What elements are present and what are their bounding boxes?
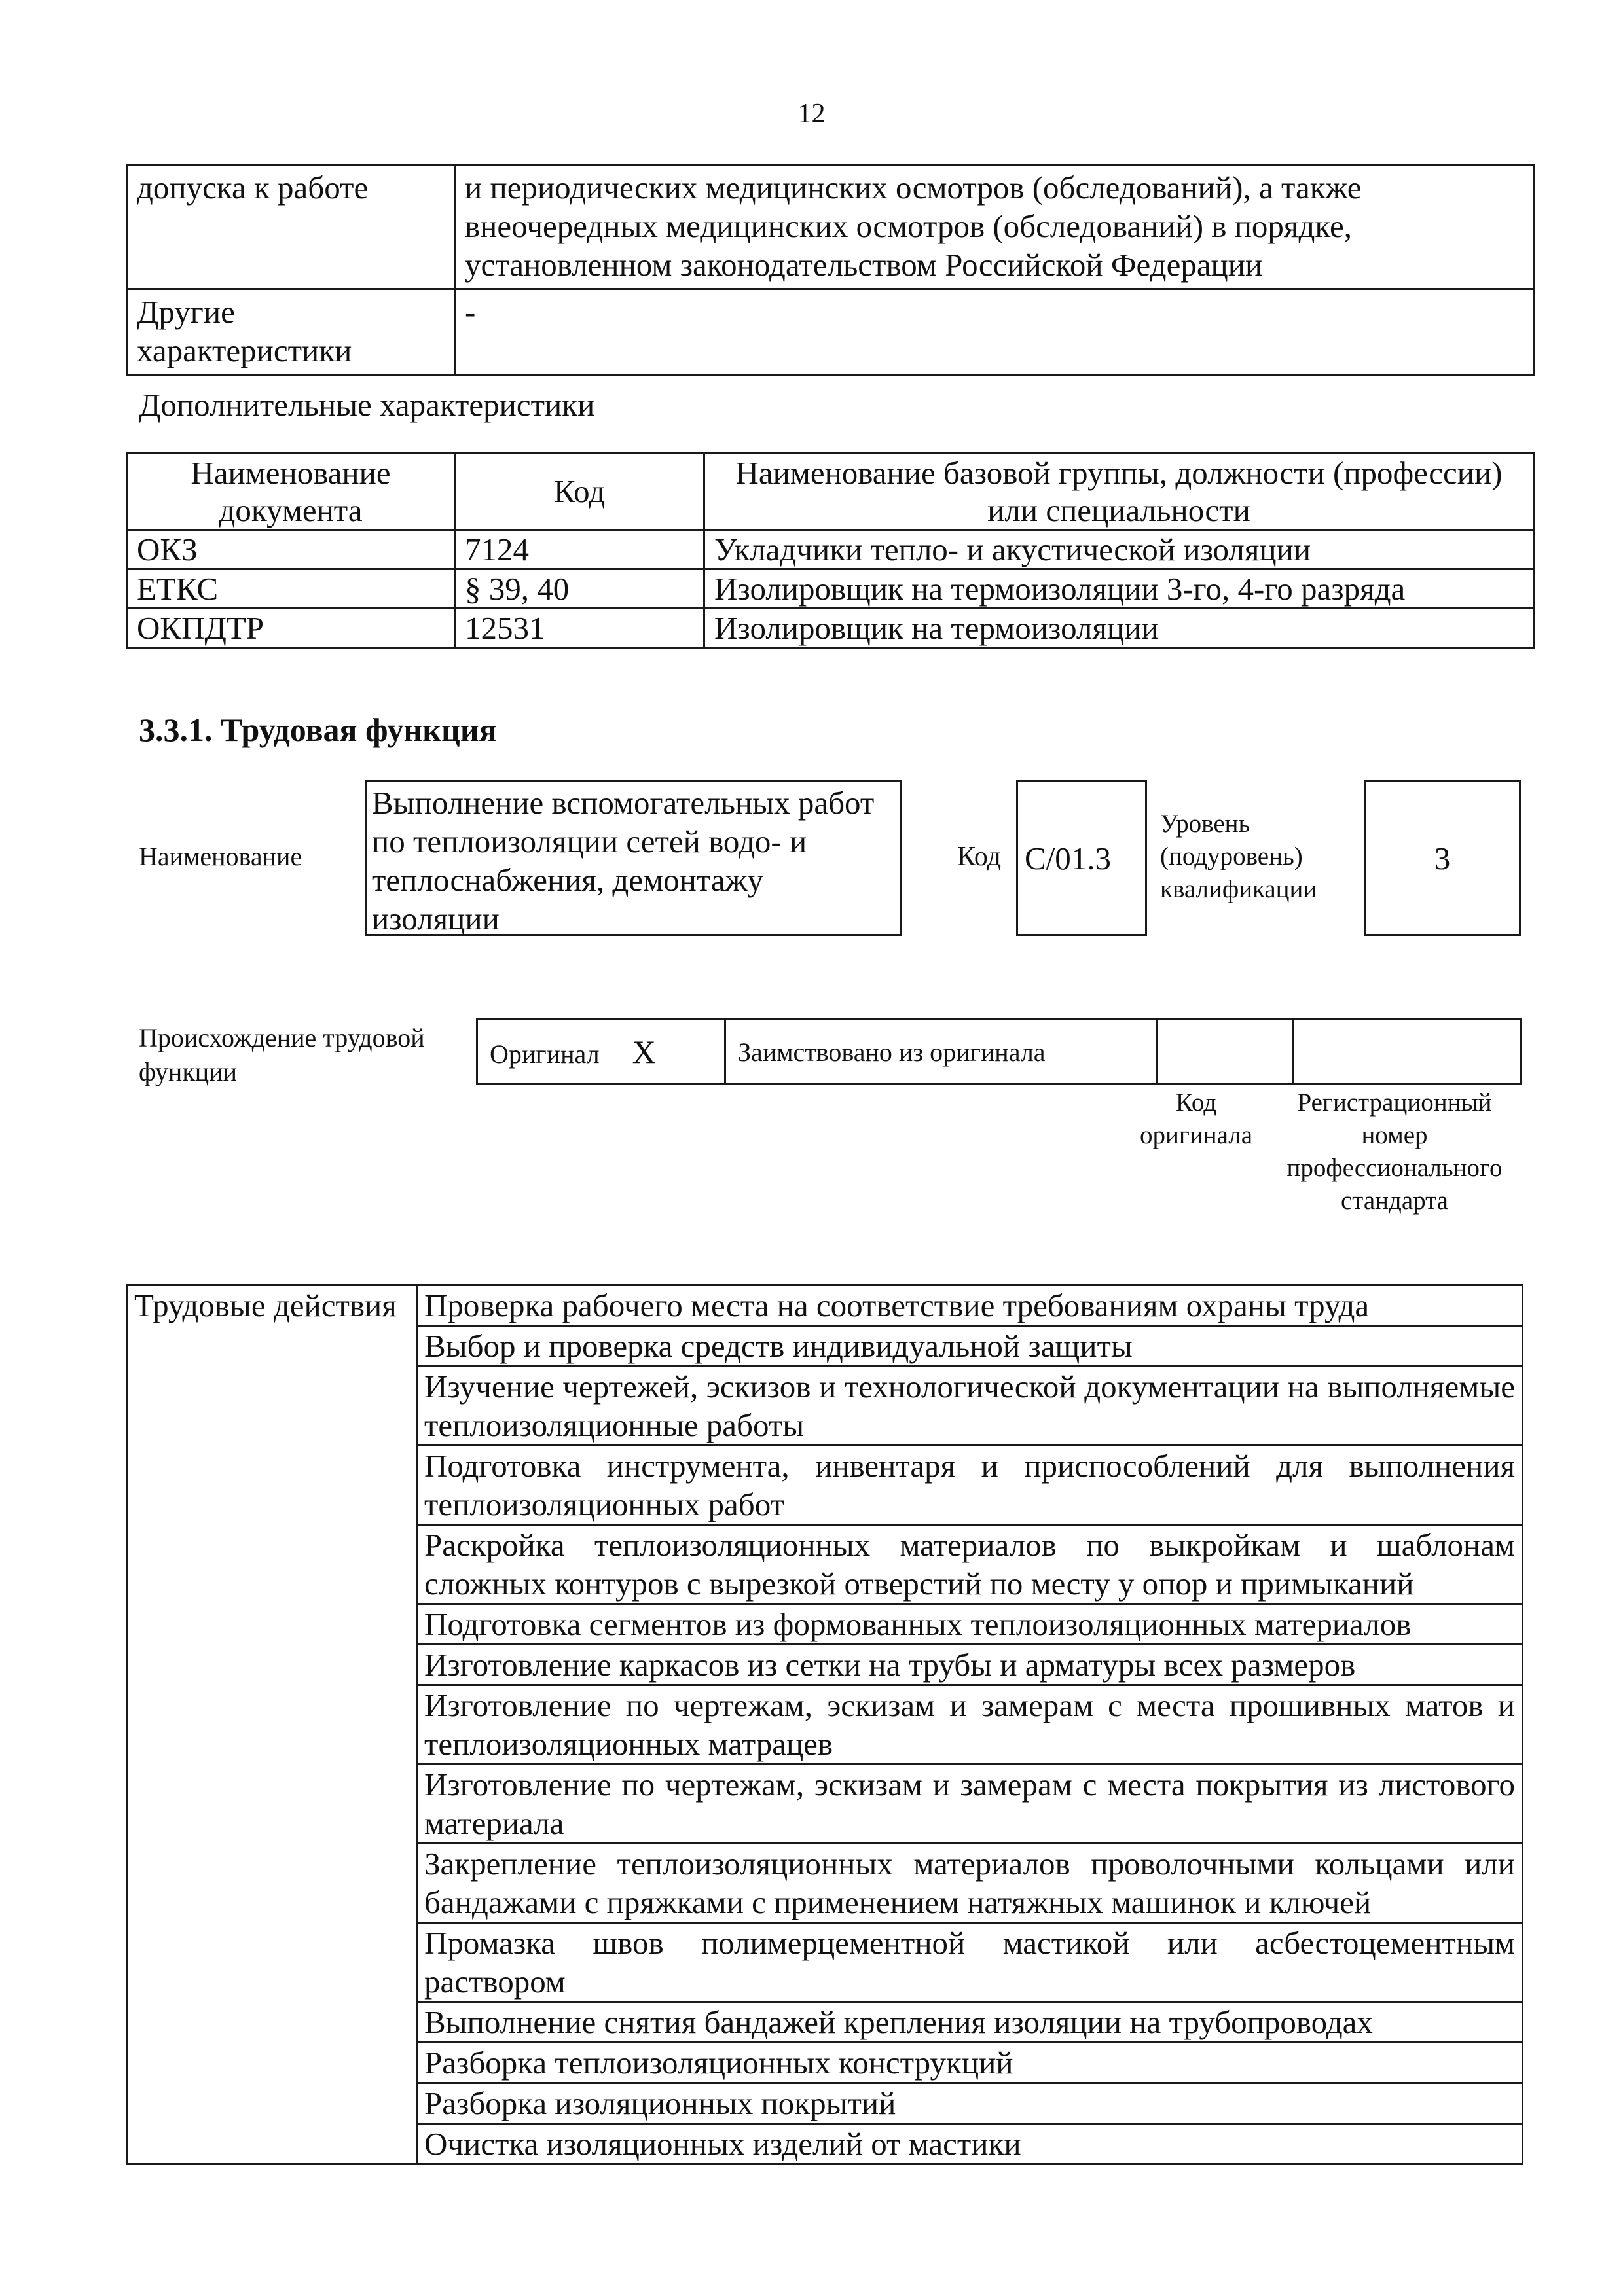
table-cell-label: допуска к работе <box>127 165 455 289</box>
function-name-box: Выполнение вспомогательных работ по теплоизоляции сетей водо- и теплоснабжения, демонтажу изоляции <box>365 780 902 936</box>
list-item: Изготовление каркасов из сетки на трубы и арматуры всех размеров <box>417 1645 1523 1685</box>
table-cell: § 39, 40 <box>455 569 704 609</box>
list-item: Разборка теплоизоляционных конструкций <box>417 2043 1523 2083</box>
list-item: Изготовление по чертежам, эскизам и замерам с места прошивных матов и теплоизоляционных матрацев <box>417 1685 1523 1765</box>
table-row <box>127 569 1534 609</box>
function-code-box: C/01.3 <box>1016 780 1147 936</box>
list-item: Выбор и проверка средств индивидуальной защиты <box>417 1326 1523 1367</box>
list-item: Раскройка теплоизоляционных материалов по выкройкам и шаблонам сложных контуров с вырезкой отверстий по месту у опор и примыканий <box>417 1525 1523 1604</box>
table-cell: Изолировщик на термоизоляции <box>704 609 1534 648</box>
table-row <box>127 289 1534 375</box>
list-item: Изготовление по чертежам, эскизам и замерам с места покрытия из листового материала <box>417 1765 1523 1844</box>
table-cell: ЕТКС <box>127 569 455 609</box>
top-characteristics-table <box>126 164 1535 376</box>
registration-number-caption: Регистрационный номер профессионального стандарта <box>1286 1088 1503 1215</box>
page-number: 12 <box>797 99 826 129</box>
list-item: Подготовка сегментов из формованных теплоизоляционных материалов <box>417 1604 1523 1645</box>
labor-actions-table <box>126 1284 1523 2165</box>
original-code-caption: Код оригинала <box>1139 1088 1253 1149</box>
table-cell: Изолировщик на термоизоляции 3-го, 4-го разряда <box>704 569 1534 609</box>
origin-original-cell <box>477 1020 725 1085</box>
table-cell: Укладчики тепло- и акустической изоляции <box>704 530 1534 569</box>
origin-table <box>476 1018 1522 1085</box>
qualification-level-label: Уровень (подуровень) квалификации <box>1160 810 1317 903</box>
list-item: Проверка рабочего места на соответствие требованиям охраны труда <box>417 1285 1523 1326</box>
table-cell-label: Другие характеристики <box>127 289 455 375</box>
table-row <box>127 1285 1523 1326</box>
origin-reg-number-cell <box>1294 1020 1522 1085</box>
table-row <box>127 530 1534 569</box>
additional-characteristics-heading: Дополнительные характеристики <box>139 387 595 423</box>
list-item: Очистка изоляционных изделий от мастики <box>417 2124 1523 2164</box>
table-row <box>127 165 1534 289</box>
list-item: Изучение чертежей, эскизов и технологической документации на выполняемые теплоизоляционные работы <box>417 1367 1523 1446</box>
origin-mark: X <box>632 1033 656 1070</box>
list-item: Промазка швов полимерцементной мастикой или асбестоцементным раствором <box>417 1923 1523 2002</box>
labor-actions-label: Трудовые действия <box>127 1285 417 2164</box>
origin-original-label: Оригинал <box>490 1039 600 1069</box>
list-item: Выполнение снятия бандажей крепления изоляции на трубопроводах <box>417 2002 1523 2043</box>
table-cell-value: и периодических медицинских осмотров (обследований), а также внеочередных медицинских осмотров (обследований) в порядке, установленном законодательством Российской Федерации <box>455 165 1534 289</box>
qualification-level-box: 3 <box>1364 780 1521 936</box>
column-header: Наименование базовой группы, должности (профессии) или специальности <box>704 453 1534 530</box>
table-cell: ОКЗ <box>127 530 455 569</box>
function-name-label: Наименование <box>139 842 302 871</box>
origin-borrowed-cell: Заимствовано из оригинала <box>725 1020 1157 1085</box>
column-header: Код <box>455 453 704 530</box>
table-header-row <box>127 453 1534 530</box>
table-row <box>477 1020 1522 1085</box>
origin-label: Происхождение трудовой функции <box>139 1023 425 1086</box>
list-item: Закрепление теплоизоляционных материалов проволочными кольцами или бандажами с пряжками с применением натяжных машинок и ключей <box>417 1844 1523 1923</box>
section-heading: 3.3.1. Трудовая функция <box>139 711 497 748</box>
column-header: Наименование документа <box>127 453 455 530</box>
additional-characteristics-table <box>126 452 1535 649</box>
table-cell: 12531 <box>455 609 704 648</box>
table-row <box>127 609 1534 648</box>
function-code-label: Код <box>957 842 1002 872</box>
table-cell: ОКПДТР <box>127 609 455 648</box>
list-item: Подготовка инструмента, инвентаря и приспособлений для выполнения теплоизоляционных работ <box>417 1446 1523 1525</box>
origin-code-cell <box>1157 1020 1294 1085</box>
list-item: Разборка изоляционных покрытий <box>417 2083 1523 2124</box>
table-cell: 7124 <box>455 530 704 569</box>
table-cell-value: - <box>455 289 1534 375</box>
